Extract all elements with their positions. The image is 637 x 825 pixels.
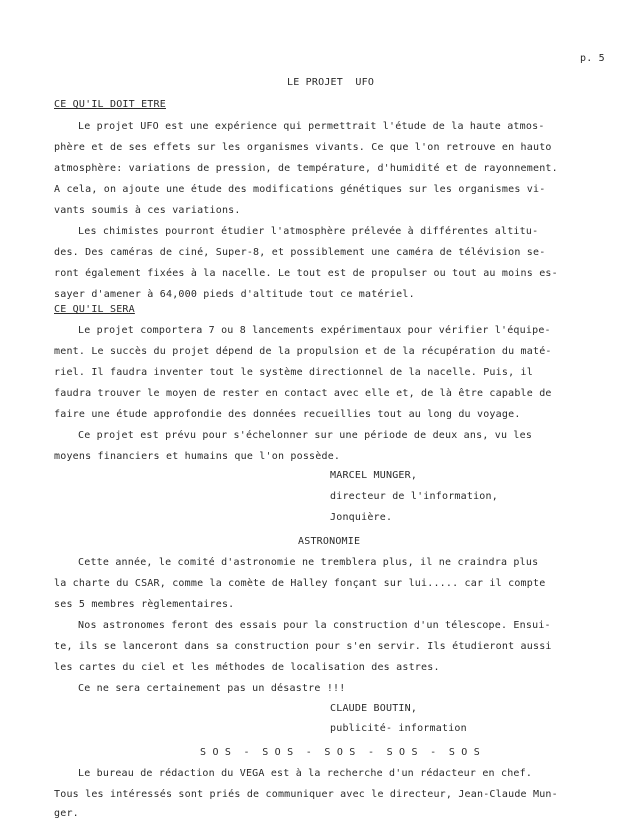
signature-line: MARCEL MUNGER, — [330, 470, 418, 481]
paragraph-line: riel. Il faudra inventer tout le système directionnel de la nacelle. Puis, il — [54, 367, 533, 378]
paragraph-line: phère et de ses effets sur les organismes vivants. Ce que l'on retrouve en hauto — [54, 142, 552, 153]
paragraph-line: Ce projet est prévu pour s'échelonner sur une période de deux ans, vu les — [78, 430, 533, 441]
paragraph-line: A cela, on ajoute une étude des modifications génétiques sur les organismes vi- — [54, 184, 546, 195]
paragraph-line: les cartes du ciel et les méthodes de localisation des astres. — [54, 662, 440, 673]
sos-banner: S O S - S O S - S O S - S O S - S O S — [200, 747, 480, 758]
paragraph-line: des. Des caméras de ciné, Super-8, et possiblement une caméra de télévision se- — [54, 247, 546, 258]
paragraph-line: Le projet UFO est une expérience qui permettrait l'étude de la haute atmos- — [78, 121, 545, 132]
paragraph-line: ront également fixées à la nacelle. Le tout est de propulser ou tout au moins es- — [54, 268, 558, 279]
paragraph-line: Cette année, le comité d'astronomie ne tremblera plus, il ne craindra plus — [78, 557, 539, 568]
section-heading: CE QU'IL SERA — [54, 304, 135, 315]
article-title: ASTRONOMIE — [298, 536, 361, 547]
paragraph-line: faire une étude approfondie des données recueillies tout au long du voyage. — [54, 409, 521, 420]
paragraph-line: atmosphère: variations de pression, de température, d'humidité et de rayonnement. — [54, 163, 558, 174]
paragraph-line: Les chimistes pourront étudier l'atmosphère prélevée à différentes altitu- — [78, 226, 539, 237]
page-number: p. 5 — [580, 53, 605, 64]
signature-line: Jonquière. — [330, 512, 393, 523]
signature-line: publicité- information — [330, 723, 467, 734]
paragraph-line: vants soumis à ces variations. — [54, 205, 241, 216]
paragraph-line: ses 5 membres règlementaires. — [54, 599, 235, 610]
paragraph-line: ment. Le succès du projet dépend de la propulsion et de la récupération du maté- — [54, 346, 552, 357]
section-heading: CE QU'IL DOIT ETRE — [54, 99, 166, 110]
paragraph-line: moyens financiers et humains que l'on possède. — [54, 451, 341, 462]
paragraph-line: ger. — [54, 808, 79, 819]
signature-line: CLAUDE BOUTIN, — [330, 703, 418, 714]
signature-line: directeur de l'information, — [330, 491, 498, 502]
paragraph-line: Le projet comportera 7 ou 8 lancements expérimentaux pour vérifier l'équipe- — [78, 325, 551, 336]
paragraph-line: te, ils se lanceront dans sa construction pour s'en servir. Ils étudieront aussi — [54, 641, 552, 652]
paragraph-line: Le bureau de rédaction du VEGA est à la recherche d'un rédacteur en chef. — [78, 768, 533, 779]
paragraph-line: sayer d'amener à 64,000 pieds d'altitude tout ce matériel. — [54, 289, 415, 300]
paragraph-line: Ce ne sera certainement pas un désastre !!! — [78, 683, 346, 694]
paragraph-line: la charte du CSAR, comme la comète de Halley fonçant sur lui..... car il compte — [54, 578, 546, 589]
article-title: LE PROJET UFO — [287, 77, 375, 88]
paragraph-line: Tous les intéressés sont priés de communiquer avec le directeur, Jean-Claude Mun- — [54, 789, 558, 800]
paragraph-line: Nos astronomes feront des essais pour la construction d'un télescope. Ensui- — [78, 620, 551, 631]
paragraph-line: faudra trouver le moyen de rester en contact avec elle et, de là être capable de — [54, 388, 552, 399]
